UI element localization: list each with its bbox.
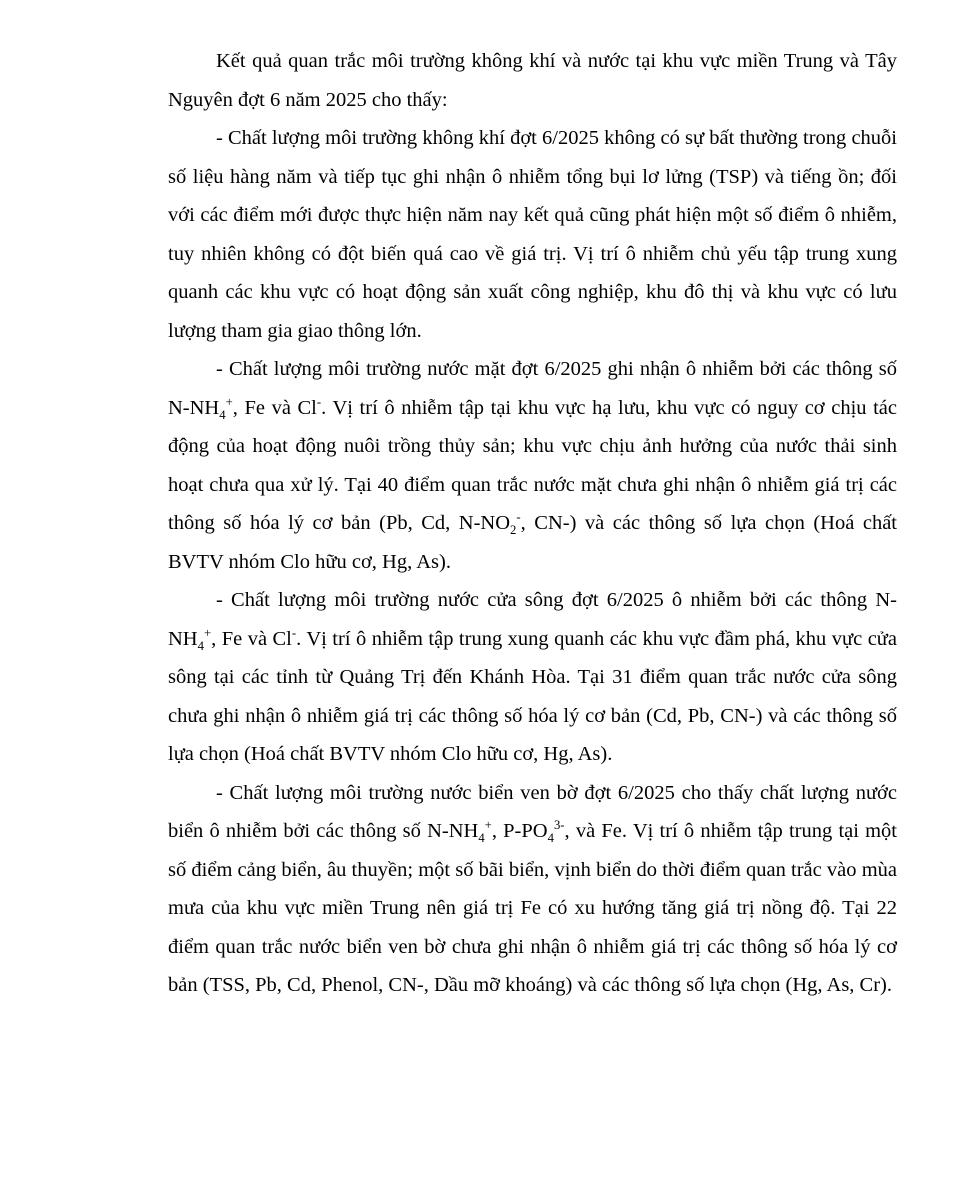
paragraph-intro: Kết quả quan trắc môi trường không khí và nước tại khu vực miền Trung và Tây Nguyên đợt 6 năm 2025 cho thấy: xyxy=(168,50,897,111)
paragraph-air-quality: - Chất lượng môi trường không khí đợt 6/2025 không có sự bất thường trong chuỗi số liệu hàng năm và tiếp tục ghi nhận ô nhiễm tổng bụi lơ lửng (TSP) và tiếng ồn; đối với các điểm mới được thực hiện năm nay kết quả cũng phát hiện một số điểm ô nhiễm, tuy nhiên không có đột biến quá cao về giá trị. Vị trí ô nhiễm chủ yếu tập trung xung quanh các khu vực có hoạt động sản xuất công nghiệp, khu đô thị và khu vực có lưu lượng tham gia giao thông lớn. xyxy=(168,127,897,342)
paragraph-estuary-water: - Chất lượng môi trường nước cửa sông đợt 6/2025 ô nhiễm bởi các thông $N-NH_4^+$, Fe và Cl-. Vị trí ô nhiễm tập trung xung quanh các khu vực đầm phá, khu vực cửa sông tại các tỉnh từ Quảng Trị đến Khánh Hòa. Tại 31 điểm quan trắc nước cửa sông chưa ghi nhận ô nhiễm giá trị các thông số hóa lý cơ bản (Cd, Pb, CN-) và các thông số lựa chọn (Hoá chất BVTV nhóm Clo hữu cơ, Hg, As). xyxy=(168,589,898,765)
paragraph-coastal-seawater: - Chất lượng môi trường nước biển ven bờ đợt 6/2025 cho thấy chất lượng nước biển ô nhiễm bởi các thông số $N-NH_4^+$, $P-PO_4^{3-}$, và Fe. Vị trí ô nhiễm tập trung tại một số điểm cảng biển, âu thuyền; một số bãi biển, vịnh biển do thời điểm quan trắc vào mùa mưa của khu vực miền Trung nên giá trị Fe có xu hướng tăng giá trị nồng độ. Tại 22 điểm quan trắc nước biển ven bờ chưa ghi nhận ô nhiễm giá trị các thông số hóa lý cơ bản (TSS, Pb, Cd, Phenol, CN-, Dầu mỡ khoáng) và các thông số lựa chọn (Hg, As, Cr). xyxy=(168,781,898,996)
document-body xyxy=(168,42,897,1005)
paragraph-surface-water: - Chất lượng môi trường nước mặt đợt 6/2025 ghi nhận ô nhiễm bởi các thông số $N-NH_4^+$, Fe và Cl-. Vị trí ô nhiễm tập tại khu vực hạ lưu, khu vực có nguy cơ chịu tác động của hoạt động nuôi trồng thủy sản; khu vực chịu ảnh hưởng của nước thải sinh hoạt chưa qua xử lý. Tại 40 điểm quan trắc nước mặt chưa ghi nhận ô nhiễm giá trị các thông số hóa lý cơ bản (Pb, Cd, $N-NO_2^-$, CN-) và các thông số lựa chọn (Hoá chất BVTV nhóm Clo hữu cơ, Hg, As). xyxy=(168,358,898,573)
